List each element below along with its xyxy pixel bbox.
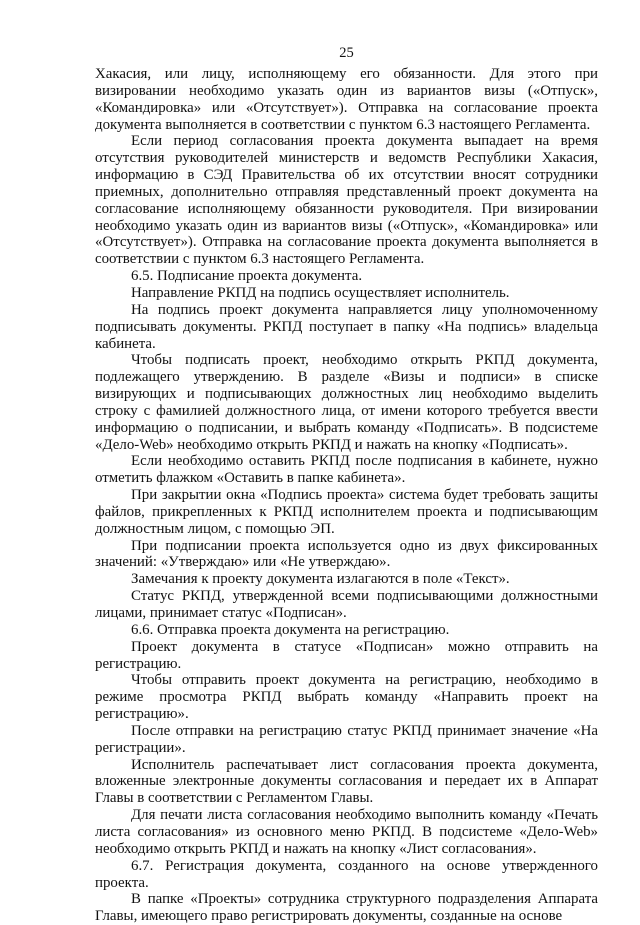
paragraph-print-command: Для печати листа согласования необходимо выполнить команду «Печать листа согласования» из основного меню РКПД. В подсистеме «Дело-Web» необходимо открыть РКПД и нажать на кнопку «Лист согласования».	[95, 807, 598, 857]
section-heading-6-6: 6.6. Отправка проекта документа на регистрацию.	[131, 621, 450, 638]
section-heading-6-7: 6.7. Регистрация документа, созданного на основе утвержденного проекта.	[95, 857, 598, 891]
paragraph-can-send-registration: Проект документа в статусе «Подписан» можно отправить на регистрацию.	[95, 638, 598, 672]
paragraph-on-registration-status: После отправки на регистрацию статус РКПД принимает значение «На регистрации».	[95, 722, 598, 756]
paragraph-projects-folder: В папке «Проекты» сотрудника структурного подразделения Аппарата Главы, имеющего право регистрировать документы, созданные на основе	[95, 891, 598, 925]
paragraph-fixed-values: При подписании проекта используется одно из двух фиксированных значений: «Утверждаю» или «Не утверждаю».	[95, 537, 598, 571]
paragraph-signed-status: Статус РКПД, утвержденной всеми подписывающими должностными лицами, принимает статус «Подписан».	[95, 588, 598, 621]
paragraph-file-protection: При закрытии окна «Подпись проекта» система будет требовать защиты файлов, прикрепленных к РКПД исполнителем проекта и подписывающим должностным лицом, с помощью ЭП.	[95, 487, 598, 537]
paragraph-how-to-sign: Чтобы подписать проект, необходимо открыть РКПД документа, подлежащего утверждению. В разделе «Визы и подписи» в списке визирующих и подписывающих должностных лиц необходимо выделить строку с фамилией должностного лица, от имени которого требуется ввести информацию о подписании, и выбрать команду «Подписать». В подсистеме «Дело-Web» необходимо открыть РКПД и нажать на кнопку «Подписать».	[95, 352, 598, 453]
paragraph-absence-period: Если период согласования проекта документа выпадает на время отсутствия руководителей министерств и ведомств Республики Хакасия, информацию в СЭД Правительства об их отсутствии вносят сотрудники приемных, дополнительно отправляя представленный проект документа на согласование исполняющему обязанности руководителя. При визировании необходимо указать один из вариантов визы («Отпуск», «Командировка» или «Отсутствует»). Отправка на согласование проекта документа выполняется в соответствии с пунктом 6.3 настоящего Регламента.	[95, 133, 598, 268]
document-body	[95, 66, 598, 925]
paragraph-print-approval-sheet: Исполнитель распечатывает лист согласования проекта документа, вложенные электронные документы согласования и передает их в Аппарат Главы в соответствии с Регламентом Главы.	[95, 756, 598, 807]
page-number: 25	[339, 45, 354, 61]
paragraph-keep-in-cabinet: Если необходимо оставить РКПД после подписания в кабинете, нужно отметить флажком «Оставить в папке кабинета».	[95, 453, 598, 487]
section-heading-6-5: 6.5. Подписание проекта документа.	[131, 268, 363, 285]
paragraph-remarks: Замечания к проекту документа излагаются в поле «Текст».	[131, 571, 510, 588]
paragraph-how-to-send-registration: Чтобы отправить проект документа на регистрацию, необходимо в режиме просмотра РКПД выбрать команду «Направить проект на регистрацию».	[95, 672, 598, 723]
paragraph-continuation: Хакасия, или лицу, исполняющему его обязанности. Для этого при визировании необходимо указать один из вариантов визы («Отпуск», «Командировка» или «Отсутствует»). Отправка на согласование проекта документа выполняется в соответствии с пунктом 6.3 настоящего Регламента.	[95, 66, 598, 133]
paragraph-direction-to-sign: Направление РКПД на подпись осуществляет исполнитель.	[131, 284, 510, 301]
paragraph-send-to-authorized: На подпись проект документа направляется лицу уполномоченному подписывать документы. РКПД поступает в папку «На подпись» владельца кабинета.	[95, 301, 598, 352]
